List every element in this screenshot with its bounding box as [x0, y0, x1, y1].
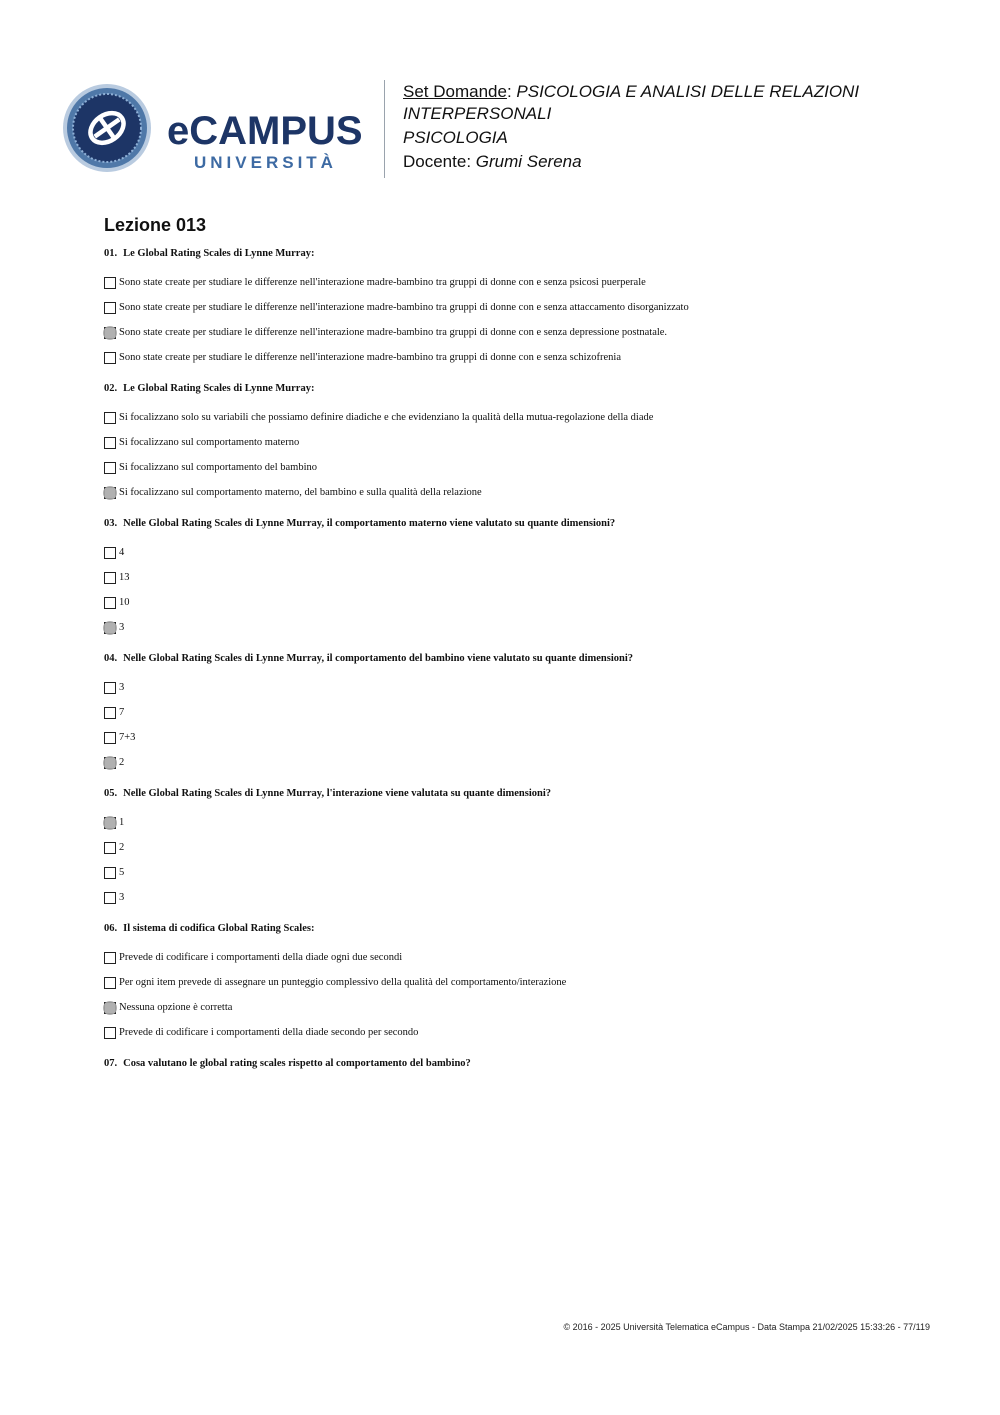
answer-option[interactable] [104, 700, 944, 725]
question-label: Cosa valutano le global rating scales rispetto al comportamento del bambino? [123, 1058, 471, 1069]
question-text [104, 1057, 944, 1071]
question-number: 06. [104, 923, 118, 934]
question-text [104, 787, 944, 801]
question-number: 01. [104, 248, 118, 259]
checkbox[interactable] [104, 572, 116, 584]
answer-option[interactable] [104, 320, 944, 345]
answer-text: Si focalizzano solo su variabili che possiamo definire diadiche e che evidenziano la qualità della mutua-regolazione della diade [119, 412, 654, 423]
answer-text: Prevede di codificare i comportamenti della diade secondo per secondo [119, 1027, 419, 1038]
answer-option[interactable] [104, 540, 944, 565]
question-text [104, 922, 944, 936]
answer-text: 4 [119, 547, 125, 558]
answer-text: 7 [119, 707, 125, 718]
answer-text: 13 [119, 572, 130, 583]
answer-text: Prevede di codificare i comportamenti della diade ogni due secondi [119, 952, 403, 963]
answer-option[interactable] [104, 480, 944, 505]
page-footer: © 2016 - 2025 Università Telematica eCampus - Data Stampa 21/02/2025 15:33:26 - 77/119 [563, 1322, 930, 1332]
answer-option[interactable] [104, 455, 944, 480]
answer-option[interactable] [104, 270, 944, 295]
checkbox[interactable] [104, 352, 116, 364]
teacher-name: Grumi Serena [475, 152, 582, 171]
checkbox[interactable] [104, 277, 116, 289]
question-block [104, 787, 944, 910]
lesson-title: Lezione 013 [104, 215, 207, 235]
set-label: Set Domande [403, 82, 507, 101]
answer-text: 5 [119, 867, 125, 878]
answer-text: 2 [119, 842, 125, 853]
answer-text: Nessuna opzione è corretta [119, 1002, 233, 1013]
checkbox-checked[interactable] [104, 1002, 116, 1014]
checkbox-checked[interactable] [104, 327, 116, 339]
answer-option[interactable] [104, 295, 944, 320]
question-text [104, 517, 944, 531]
question-text [104, 652, 944, 666]
question-block [104, 247, 944, 370]
answer-text: 3 [119, 892, 125, 903]
question-label: Nelle Global Rating Scales di Lynne Murray, il comportamento del bambino viene valutato su quante dimensioni? [123, 653, 633, 664]
checkbox[interactable] [104, 842, 116, 854]
checkbox-checked[interactable] [104, 757, 116, 769]
question-list [104, 247, 944, 1083]
answer-option[interactable] [104, 945, 944, 970]
question-label: Nelle Global Rating Scales di Lynne Murray, il comportamento materno viene valutato su quante dimensioni? [123, 518, 616, 529]
checkbox[interactable] [104, 977, 116, 989]
checkbox-checked[interactable] [104, 622, 116, 634]
answer-option[interactable] [104, 1020, 944, 1045]
answer-option[interactable] [104, 970, 944, 995]
header-divider [384, 80, 385, 178]
question-block [104, 1057, 944, 1071]
question-number: 07. [104, 1058, 118, 1069]
answer-option[interactable] [104, 345, 944, 370]
answer-option[interactable] [104, 725, 944, 750]
checkbox[interactable] [104, 732, 116, 744]
checkbox[interactable] [104, 597, 116, 609]
answer-text: 1 [119, 817, 125, 828]
teacher-label: Docente: [403, 152, 476, 171]
checkbox[interactable] [104, 952, 116, 964]
answer-text: Si focalizzano sul comportamento materno [119, 437, 300, 448]
question-text [104, 382, 944, 396]
answer-text: Per ogni item prevede di assegnare un punteggio complessivo della qualità del comportamento/interazione [119, 977, 567, 988]
answer-text: 2 [119, 757, 125, 768]
question-text [104, 247, 944, 261]
svg-text:UNIVERSITÀ: UNIVERSITÀ [194, 153, 337, 172]
question-number: 05. [104, 788, 118, 799]
answer-option[interactable] [104, 810, 944, 835]
page-header [62, 80, 942, 180]
course-subject: PSICOLOGIA [403, 128, 508, 147]
checkbox-checked[interactable] [104, 817, 116, 829]
question-number: 02. [104, 383, 118, 394]
question-number: 04. [104, 653, 118, 664]
answer-option[interactable] [104, 615, 944, 640]
answer-option[interactable] [104, 835, 944, 860]
answer-text: Sono state create per studiare le differenze nell'interazione madre-bambino tra gruppi di donne con e senza psicosi puerperale [119, 277, 646, 288]
course-info: Set Domande: PSICOLOGIA E ANALISI DELLE RELAZIONI INTERPERSONALI PSICOLOGIA Docente: Grumi Serena [403, 82, 860, 171]
answer-option[interactable] [104, 590, 944, 615]
checkbox[interactable] [104, 412, 116, 424]
answer-option[interactable] [104, 885, 944, 910]
question-label: Le Global Rating Scales di Lynne Murray: [123, 383, 315, 394]
question-block [104, 382, 944, 505]
answer-text: Si focalizzano sul comportamento materno, del bambino e sulla qualità della relazione [119, 487, 482, 498]
checkbox[interactable] [104, 682, 116, 694]
checkbox[interactable] [104, 1027, 116, 1039]
checkbox[interactable] [104, 302, 116, 314]
answer-option[interactable] [104, 405, 944, 430]
checkbox[interactable] [104, 462, 116, 474]
question-block [104, 922, 944, 1045]
question-block [104, 517, 944, 640]
answer-text: Sono state create per studiare le differenze nell'interazione madre-bambino tra gruppi di donne con e senza depressione postnatale. [119, 327, 668, 338]
course-title: PSICOLOGIA E ANALISI DELLE RELAZIONI INTERPERSONALI [403, 82, 860, 123]
checkbox[interactable] [104, 437, 116, 449]
answer-text: 3 [119, 682, 125, 693]
question-block [104, 652, 944, 775]
question-label: Nelle Global Rating Scales di Lynne Murray, l'interazione viene valutata su quante dimensioni? [123, 788, 552, 799]
answer-text: Si focalizzano sul comportamento del bambino [119, 462, 317, 473]
answer-option[interactable] [104, 675, 944, 700]
question-number: 03. [104, 518, 118, 529]
ecampus-logo [62, 82, 372, 174]
answer-option[interactable] [104, 860, 944, 885]
answer-option[interactable] [104, 750, 944, 775]
answer-text: Sono state create per studiare le differenze nell'interazione madre-bambino tra gruppi di donne con e senza attaccamento disorganizzato [119, 302, 689, 313]
svg-text:eCAMPUS: eCAMPUS [167, 109, 363, 153]
answer-text: 7+3 [119, 732, 136, 743]
checkbox[interactable] [104, 892, 116, 904]
answer-option[interactable] [104, 995, 944, 1020]
answer-text: 10 [119, 597, 130, 608]
checkbox[interactable] [104, 547, 116, 559]
question-label: Il sistema di codifica Global Rating Scales: [123, 923, 315, 934]
answer-option[interactable] [104, 430, 944, 455]
answer-text: 3 [119, 622, 125, 633]
checkbox[interactable] [104, 867, 116, 879]
checkbox[interactable] [104, 707, 116, 719]
checkbox-checked[interactable] [104, 487, 116, 499]
answer-text: Sono state create per studiare le differenze nell'interazione madre-bambino tra gruppi di donne con e senza schizofrenia [119, 352, 621, 363]
answer-option[interactable] [104, 565, 944, 590]
question-label: Le Global Rating Scales di Lynne Murray: [123, 248, 315, 259]
